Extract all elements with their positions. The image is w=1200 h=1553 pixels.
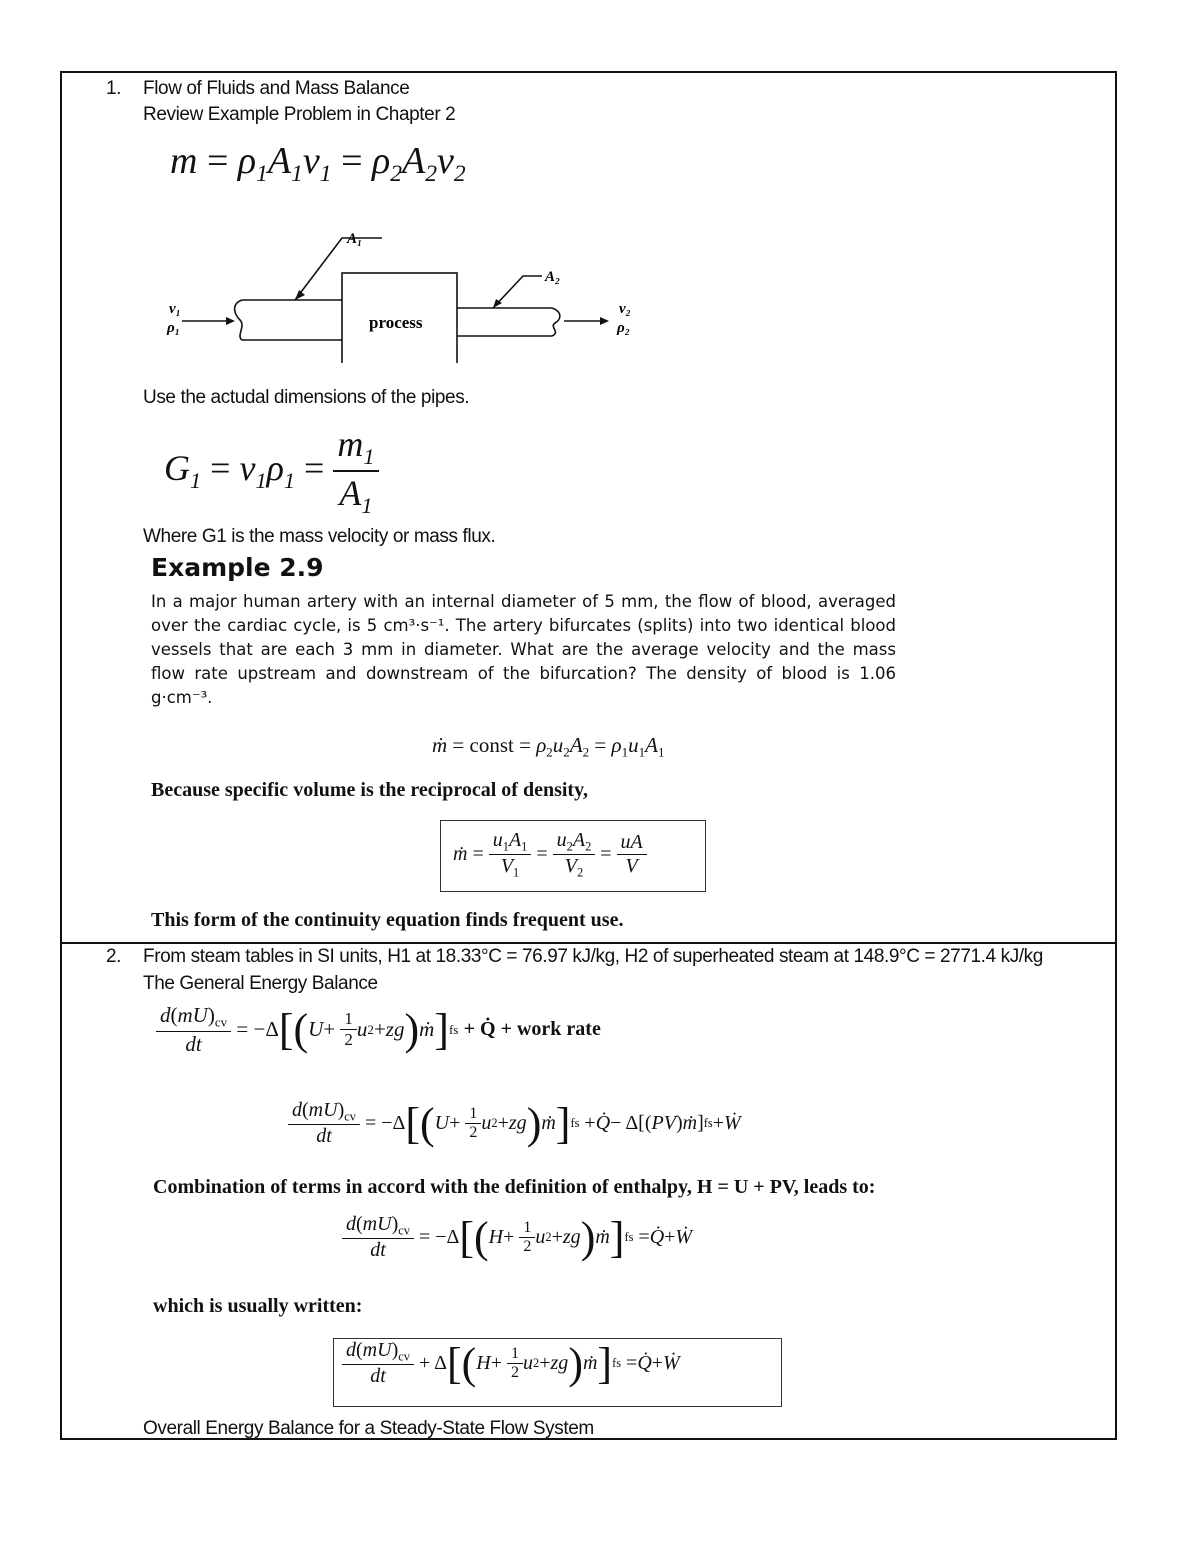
- label-a1: A₁: [347, 231, 363, 247]
- process-flow-diagram: [157, 228, 657, 363]
- section-1-subtitle: Review Example Problem in Chapter 2: [143, 104, 456, 125]
- document-sheet: [60, 71, 1117, 1440]
- example-body: In a major human artery with an internal diameter of 5 mm, the flow of blood, averaged over the cardiac cycle, is 5 cm³·s⁻¹. The artery bifurcates (splits) into two identical blood vessels that are each 3 mm in diameter. What are the average velocity and the mass flow rate upstream and downstream of the bifurcation? The density of blood is 1.06 g·cm⁻³.: [151, 592, 896, 707]
- steam-table-line: From steam tables in SI units, H1 at 18.33°C = 76.97 kJ/kg, H2 of superheated steam at 148.9°C = 2771.4 kJ/kg: [143, 946, 1043, 967]
- because-text: Because specific volume is the reciprocal of density,: [151, 779, 588, 801]
- label-rho1: ρ₁: [167, 320, 180, 336]
- section-1-title: Flow of Fluids and Mass Balance: [143, 78, 410, 99]
- note-dimensions: Use the actudal dimensions of the pipes.: [143, 387, 470, 408]
- note-mass-flux: Where G1 is the mass velocity or mass flux.: [143, 526, 496, 547]
- label-rho2: ρ₂: [617, 320, 630, 336]
- boxed-energy-balance-equation: $\frac{d(mU)_{cv}}{dt}$ + Δ [ ( H + $\frac{1}{2}$ u 2 + zg ) ṁ ] fs = Q̇ + Ẇ: [333, 1338, 782, 1407]
- general-energy-balance-title: The General Energy Balance: [143, 973, 378, 994]
- continuity-text: This form of the continuity equation finds frequent use.: [151, 909, 624, 931]
- mass-rate-constant-equation: ṁ = const = $\rho_2u_2A_2 = \rho_1u_1A_1$: [432, 733, 665, 760]
- energy-balance-equation-1: $\frac{d(mU)_{cv}}{dt}$ = −Δ [ ( U + $\frac{1}{2}$ u 2 + zg ) ṁ ] fs + Q̇ + work rate: [156, 1003, 601, 1057]
- boxed-continuity-equation: ṁ = $\frac{u_1A_1}{V_1}$ = $\frac{u_2A_2}{V_2}$ = $\frac{uA}{V}$: [440, 820, 706, 892]
- process-label: process: [369, 313, 423, 332]
- usually-written-text: which is usually written:: [153, 1295, 363, 1317]
- energy-balance-equation-3: $\frac{d(mU)_{cv}}{dt}$ = −Δ [ ( H + $\frac{1}{2}$ u 2 + zg ) ṁ ] fs = Q̇ + Ẇ: [342, 1213, 692, 1262]
- label-a2: A₂: [545, 269, 561, 285]
- mass-continuity-equation: $m = \rho_1A_1v_1 = \rho_2A_2v_2$: [170, 140, 466, 188]
- label-v2: v₂: [619, 301, 631, 317]
- footer-text: Overall Energy Balance for a Steady-State Flow System: [143, 1418, 594, 1439]
- example-title: Example 2.9: [151, 553, 324, 582]
- section-1-number: 1.: [106, 78, 122, 99]
- section-divider: [62, 942, 1115, 944]
- equation-1-tail: + Q̇ + work rate: [463, 1018, 601, 1041]
- label-v1: v₁: [169, 301, 181, 317]
- mass-flux-equation: $G_1 = v_1\rho_1$ = $\frac{m_1}{A_1}$: [164, 423, 379, 519]
- section-2-number: 2.: [106, 946, 122, 967]
- combination-text: Combination of terms in accord with the definition of enthalpy, H = U + PV, leads to:: [153, 1176, 876, 1198]
- energy-balance-equation-2: $\frac{d(mU)_{cv}}{dt}$ = −Δ [ ( U + $\frac{1}{2}$ u 2 + zg ) ṁ ] fs + Q̇ − Δ[( PV ) ṁ ] fs + Ẇ: [288, 1099, 741, 1148]
